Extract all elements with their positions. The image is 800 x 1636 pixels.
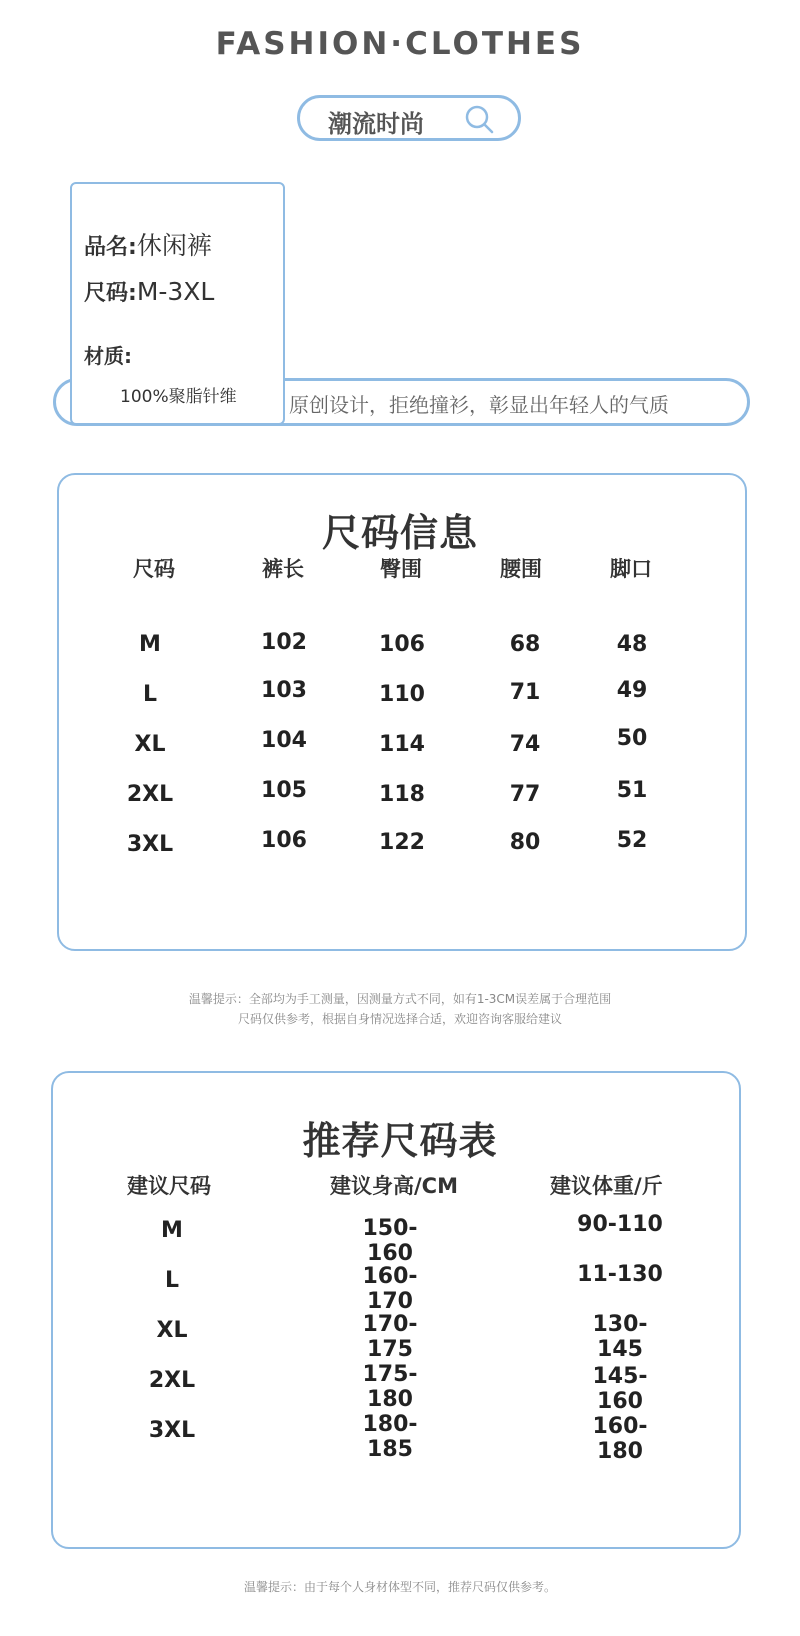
material-value: 100%聚脂针维 [120, 387, 237, 407]
table-cell: 114 [379, 732, 425, 757]
table-cell: 175-180 [362, 1362, 418, 1412]
size-note-line1: 温馨提示：全部均为手工测量，因测量方式不同，如有1-3CM误差属于合理范围 [188, 992, 612, 1006]
size-header-size: 尺码 [133, 557, 175, 581]
table-cell: 106 [261, 828, 307, 853]
table-cell: M [139, 632, 161, 657]
table-cell: 90-110 [577, 1212, 663, 1237]
material-label: 材质: [84, 344, 132, 368]
table-cell: 106 [379, 632, 425, 657]
recommend-header-height: 建议身高/CM [330, 1174, 458, 1198]
table-cell: 110 [379, 682, 425, 707]
table-cell: 49 [616, 678, 648, 703]
product-name-label: 品名: [84, 235, 137, 260]
size-header-length: 裤长 [262, 557, 304, 581]
size-header-hip: 臀围 [380, 557, 422, 581]
recommend-header-size: 建议尺码 [127, 1174, 211, 1198]
table-cell: 150-160 [362, 1216, 418, 1266]
table-cell: 68 [509, 632, 541, 657]
table-cell: 145-160 [592, 1364, 648, 1414]
recommend-note: 温馨提示：由于每个人身材体型不同，推荐尺码仅供参考。 [243, 1580, 556, 1594]
table-cell: 3XL [126, 832, 174, 857]
table-cell: L [142, 682, 158, 707]
size-info-title: 尺码信息 [321, 511, 478, 555]
table-cell: 102 [261, 630, 307, 655]
size-header-leg-opening: 脚口 [610, 557, 652, 581]
size-header-waist: 腰围 [500, 557, 542, 581]
table-cell: 71 [509, 680, 541, 705]
table-cell: XL [134, 732, 166, 757]
table-cell: L [164, 1268, 180, 1293]
table-cell: 48 [616, 632, 648, 657]
table-cell: M [161, 1218, 183, 1243]
table-cell: 103 [261, 678, 307, 703]
product-size-row [84, 276, 214, 307]
table-cell: XL [156, 1318, 188, 1343]
product-size-value: M-3XL [136, 277, 215, 306]
size-note-line2: 尺码仅供参考，根据自身情况选择合适，欢迎咨询客服给建议 [237, 1012, 562, 1026]
slogan-text: 原创设计，拒绝撞衫，彰显出年轻人的气质 [289, 393, 669, 417]
table-cell: 122 [379, 830, 425, 855]
product-size-label: 尺码: [84, 281, 137, 306]
recommend-title: 推荐尺码表 [302, 1119, 498, 1163]
table-cell: 3XL [148, 1418, 196, 1443]
table-cell: 170-175 [362, 1312, 418, 1362]
product-name-value: 休闲裤 [136, 231, 212, 260]
table-cell: 160-180 [592, 1414, 648, 1464]
search-label: 潮流时尚 [328, 110, 424, 138]
table-cell: 160-170 [362, 1264, 418, 1314]
table-cell: 2XL [148, 1368, 196, 1393]
table-cell: 80 [509, 830, 541, 855]
table-cell: 2XL [126, 782, 174, 807]
table-cell: 77 [509, 782, 541, 807]
brand-title: FASHION·CLOTHES [215, 26, 585, 62]
table-cell: 104 [261, 728, 307, 753]
table-cell: 130-145 [592, 1312, 648, 1362]
table-cell: 74 [509, 732, 541, 757]
table-cell: 51 [616, 778, 648, 803]
table-cell: 50 [616, 726, 648, 751]
table-cell: 11-130 [577, 1262, 663, 1287]
search-icon[interactable] [464, 104, 494, 134]
table-cell: 118 [379, 782, 425, 807]
table-cell: 52 [616, 828, 648, 853]
product-name-row [84, 226, 212, 262]
table-cell: 105 [261, 778, 307, 803]
table-cell: 180-185 [362, 1412, 418, 1462]
recommend-header-weight: 建议体重/斤 [550, 1174, 663, 1198]
